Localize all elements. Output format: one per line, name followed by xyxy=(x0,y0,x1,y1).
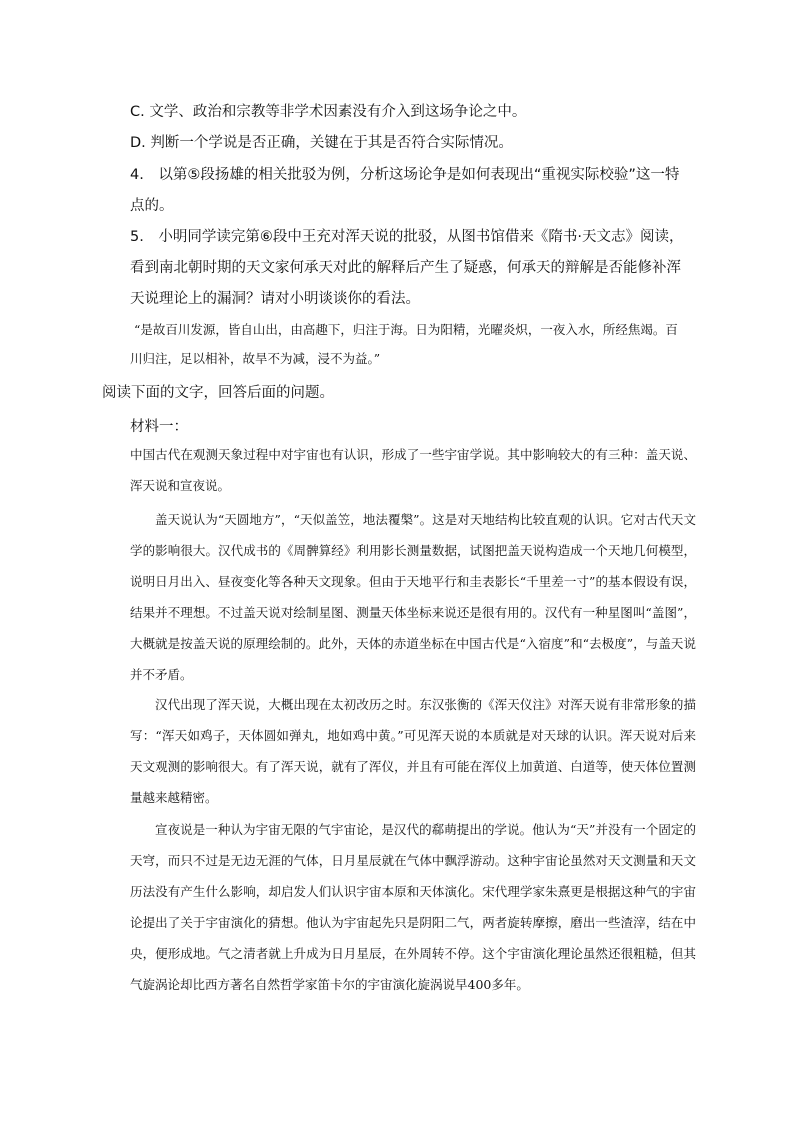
question-4: 4. 以第⑤段扬雄的相关批驳为例，分析这场论争是如何表现出“重视实际校验”这一特点的。 xyxy=(130,167,680,214)
paragraph-2: 盖天说认为“天圆地方”，“天似盖笠，地法覆槃”。这是对天地结构比较直观的认识。它对古代天文学的影响很大。汉代成书的《周髀算经》利用影长测量数据，试图把盖天说构造成一个天地几何模型，说明日月出入、昼夜变化等各种天文现象。但由于天地平行和圭表影长“千里差一寸”的基本假设有误，结果并不理想。不过盖天说对绘制星图、测量天体坐标来说还是很有用的。汉代有一种星图叫“盖图”，大概就是按盖天说的原理绘制的。此外，天体的赤道坐标在中国古代是“入宿度”和“去极度”，与盖天说并不矛盾。 xyxy=(130,512,696,682)
option-c: C. 文学、政治和宗教等非学术因素没有介入到这场争论之中。 xyxy=(130,104,527,120)
option-d: D. 判断一个学说是否正确，关键在于其是否符合实际情况。 xyxy=(130,135,513,151)
paragraph-1: 中国古代在观测天象过程中对宇宙也有认识，形成了一些宇宙学说。其中影响较大的有三种：盖天说、浑天说和宣夜说。 xyxy=(130,447,696,493)
reading-intro: 阅读下面的文字，回答后面的问题。 xyxy=(102,385,334,401)
material-title: 材料一： xyxy=(130,419,188,435)
question-5: 5. 小明同学读完第⑥段中王充对浑天说的批驳，从图书馆借来《隋书·天文志》阅读，看到南北朝时期的天文家何承天对此的解释后产生了疑惑，何承天的辩解是否能修补浑天说理论上的漏洞？请对小明谈谈你的看法。 xyxy=(130,229,684,307)
quote-passage: “是故百川发源，皆自山出，由高趣下，归注于海。日为阳精，光曜炎炽，一夜入水，所经焦竭。百川归注，足以相补，故旱不为减，浸不为益。” xyxy=(130,322,678,366)
paragraph-3: 汉代出现了浑天说，大概出现在太初改历之时。东汉张衡的《浑天仪注》对浑天说有非常形象的描写：“浑天如鸡子，天体圆如弹丸，地如鸡中黄。”可见浑天说的本质就是对天球的认识。浑天说对后来天文观测的影响很大。有了浑天说，就有了浑仪，并且有可能在浑仪上加黄道、白道等，使天体位置测量越来越精密。 xyxy=(130,697,696,805)
paragraph-4: 宣夜说是一种认为宇宙无限的气宇宙论，是汉代的郗萌提出的学说。他认为“天”并没有一个固定的天穹，而只不过是无边无涯的气体，日月星辰就在气体中飘浮游动。这种宇宙论虽然对天文测量和天文历法没有产生什么影响，却启发人们认识宇宙本原和天体演化。宋代理学家朱熹更是根据这种气的宇宙论提出了关于宇宙演化的猜想。他认为宇宙起先只是阴阳二气，两者旋转摩擦，磨出一些渣滓，结在中央，便形成地。气之清者就上升成为日月星辰，在外周转不停。这个宇宙演化理论虽然还很粗糙，但其气旋涡论却比西方著名自然哲学家笛卡尔的宇宙演化旋涡说早400多年。 xyxy=(130,822,696,992)
